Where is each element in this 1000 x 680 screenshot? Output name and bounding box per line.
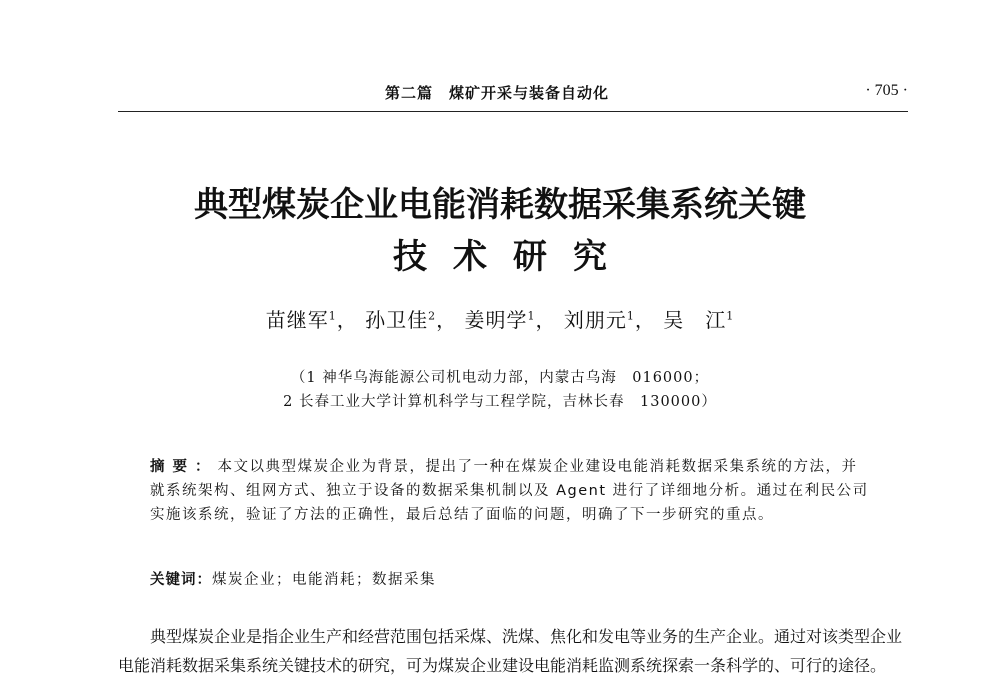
body-paragraph: 典型煤炭企业是指企业生产和经营范围包括采煤、洗煤、焦化和发电等业务的生产企业。通过对该类型企业电能消耗数据采集系统关键技术的研究，可为煤炭企业建设电能消耗监测系统探索一条科学的、可行的途径。 xyxy=(118,627,903,675)
affiliation-line-1: （1 神华乌海能源公司机电动力部，内蒙古乌海 016000； xyxy=(290,370,710,386)
keywords-label: 关键词： xyxy=(150,572,212,588)
keywords xyxy=(150,568,870,589)
author-list: 苗继军$^1$， 孙卫佳$^2$， 姜明学$^1$， 刘朋元$^1$， 吴 江$^1$ xyxy=(265,308,735,332)
paper-title-line-1: 典型煤炭企业电能消耗数据采集系统关键 xyxy=(194,185,806,225)
author-name: 吴 江 xyxy=(663,308,727,332)
author-name: 苗继军 xyxy=(265,308,329,332)
affiliation-line-2: 2 长春工业大学计算机科学与工程学院，吉林长春 130000） xyxy=(283,394,717,410)
abstract-label: 摘要： xyxy=(150,459,218,475)
author-affil-mark: 2 xyxy=(428,309,437,323)
running-header xyxy=(118,80,908,110)
abstract-text: 本文以典型煤炭企业为背景，提出了一种在煤炭企业建设电能消耗数据采集系统的方法，并就系统架构、组网方式、独立于设备的数据采集机制以及 Agent 进行了详细地分析。通过在利民公司实施该系统，验证了方法的正确性，最后总结了面临的问题，明确了下一步研究的重点。 xyxy=(150,459,869,523)
author-affil-mark: 1 xyxy=(328,309,337,323)
author-name: 姜明学 xyxy=(464,308,528,332)
paper-title-line-2: 技术研究 xyxy=(393,237,633,277)
author-affil-mark: 1 xyxy=(626,309,635,323)
abstract xyxy=(150,455,870,527)
author-name: 孙卫佳 xyxy=(365,308,429,332)
section-title: 第二篇 煤矿开采与装备自动化 xyxy=(385,84,610,102)
author-affil-mark: 1 xyxy=(726,309,735,323)
author-affil-mark: 1 xyxy=(527,309,536,323)
author-name: 刘朋元 xyxy=(563,308,627,332)
keywords-text: 煤炭企业；电能消耗；数据采集 xyxy=(212,572,436,588)
header-rule xyxy=(118,111,908,112)
page-number: · 705 · xyxy=(865,82,908,99)
